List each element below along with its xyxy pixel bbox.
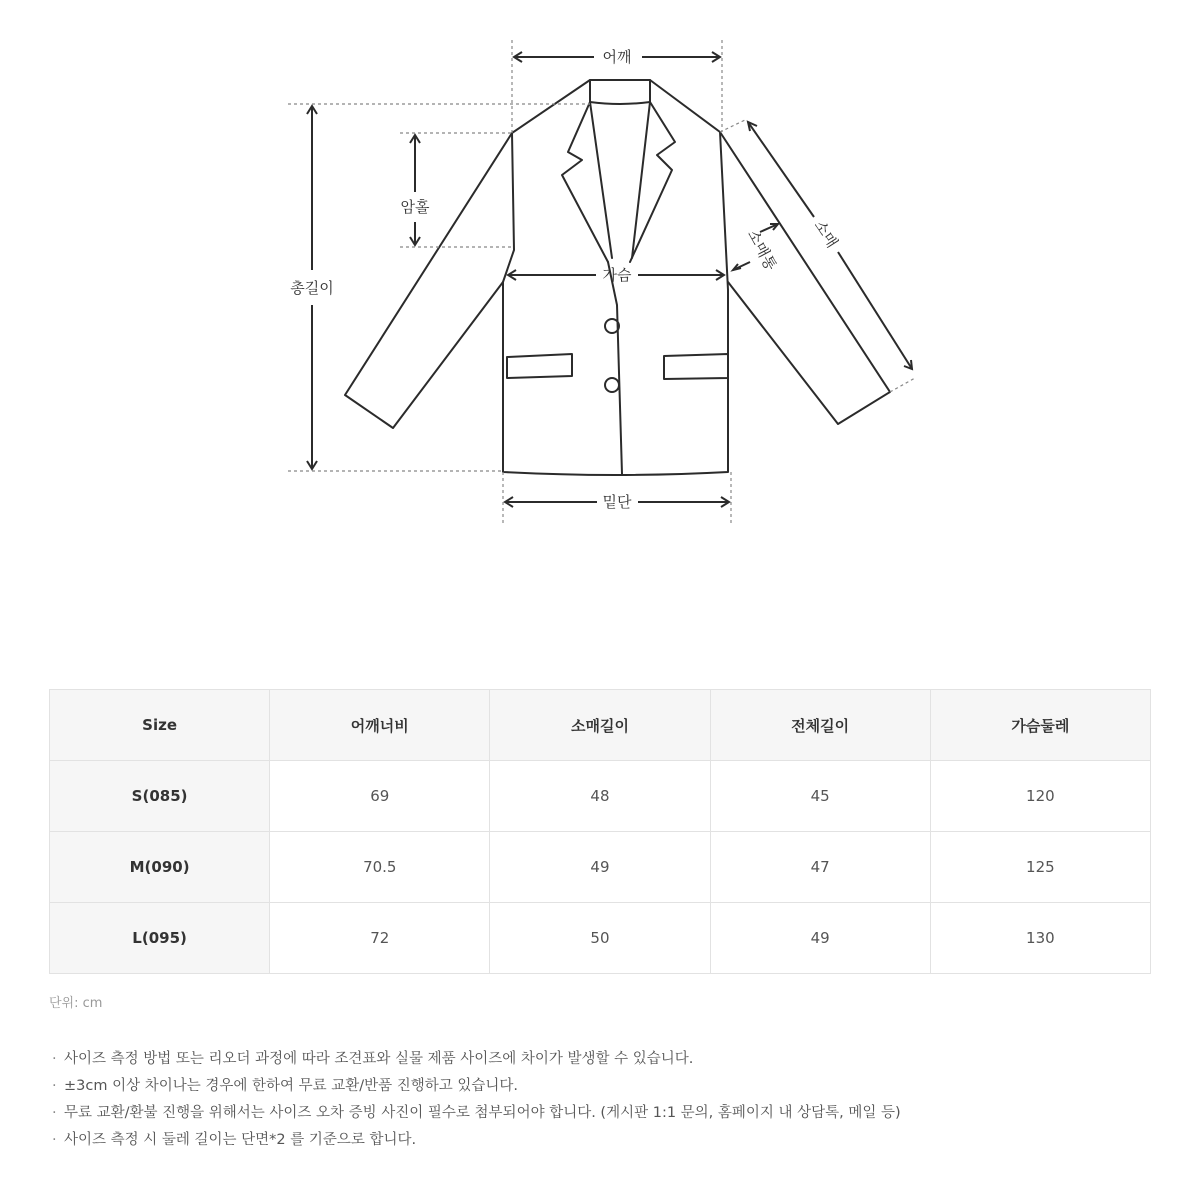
unit-note: 단위: cm <box>49 996 103 1011</box>
chest-cell: 120 <box>930 761 1150 832</box>
length-cell: 47 <box>710 832 930 903</box>
length-cell: 45 <box>710 761 930 832</box>
size-cell: M(090) <box>50 832 270 903</box>
column-header: Size <box>50 690 270 761</box>
size-notes <box>52 1046 1152 1154</box>
inner-neckline <box>590 102 650 258</box>
sleeve-cell: 49 <box>490 832 710 903</box>
sleeve-label: 소매 <box>810 216 842 252</box>
chest-cell: 125 <box>930 832 1150 903</box>
shoulder-cell: 72 <box>270 903 490 974</box>
column-header: 가슴둘레 <box>930 690 1150 761</box>
chest-cell: 130 <box>930 903 1150 974</box>
right-pocket <box>664 354 728 379</box>
table-header-row <box>50 690 1151 761</box>
sleeve-width-label: 소매통 <box>743 226 781 274</box>
table-row <box>50 903 1151 974</box>
note-item <box>52 1073 1152 1100</box>
chest-dimension <box>508 266 724 284</box>
left-sleeve <box>345 133 512 428</box>
total-length-label: 총길이 <box>290 279 334 297</box>
button-bottom <box>605 378 619 392</box>
table-row <box>50 832 1151 903</box>
note-text: 무료 교환/환불 진행을 위해서는 사이즈 오차 증빙 사진이 필수로 첨부되어야 합니다. (게시판 1:1 문의, 홈페이지 내 상담톡, 메일 등) <box>64 1105 901 1121</box>
note-item <box>52 1046 1152 1073</box>
column-header: 전체길이 <box>710 690 930 761</box>
hem-label: 밑단 <box>602 493 632 511</box>
sleeve-width-dimension <box>733 224 780 274</box>
shoulder-cell: 70.5 <box>270 832 490 903</box>
sleeve-cell: 50 <box>490 903 710 974</box>
jacket-size-diagram <box>0 0 1200 560</box>
chest-label: 가슴 <box>602 266 632 284</box>
total-length-dimension <box>290 106 333 469</box>
left-pocket <box>507 354 572 378</box>
back-collar <box>590 80 650 104</box>
sleeve-dimension <box>748 122 912 369</box>
armhole-label: 암홀 <box>400 198 430 216</box>
bullet: · <box>52 1078 57 1094</box>
size-cell: S(085) <box>50 761 270 832</box>
hem-dimension <box>505 493 729 511</box>
note-item <box>52 1100 1152 1127</box>
sleeve-cell: 48 <box>490 761 710 832</box>
shoulder-cell: 69 <box>270 761 490 832</box>
shoulder-dimension <box>514 48 720 66</box>
armhole-dimension <box>401 135 430 245</box>
size-cell: L(095) <box>50 903 270 974</box>
guide-lines <box>288 40 915 523</box>
size-table <box>49 689 1151 974</box>
note-item <box>52 1127 1152 1154</box>
length-cell: 49 <box>710 903 930 974</box>
bullet: · <box>52 1105 57 1121</box>
front-opening <box>608 262 622 474</box>
right-lapel <box>630 102 675 262</box>
note-text: ±3cm 이상 차이나는 경우에 한하여 무료 교환/반품 진행하고 있습니다. <box>64 1078 519 1094</box>
right-sleeve <box>720 132 890 424</box>
table-row <box>50 761 1151 832</box>
bullet: · <box>52 1051 57 1067</box>
bullet: · <box>52 1132 57 1148</box>
shoulder-label: 어깨 <box>602 48 632 66</box>
note-text: 사이즈 측정 방법 또는 리오더 과정에 따라 조견표와 실물 제품 사이즈에 차이가 발생할 수 있습니다. <box>64 1051 694 1067</box>
note-text: 사이즈 측정 시 둘레 길이는 단면*2 를 기준으로 합니다. <box>64 1132 417 1148</box>
column-header: 어깨너비 <box>270 690 490 761</box>
column-header: 소매길이 <box>490 690 710 761</box>
